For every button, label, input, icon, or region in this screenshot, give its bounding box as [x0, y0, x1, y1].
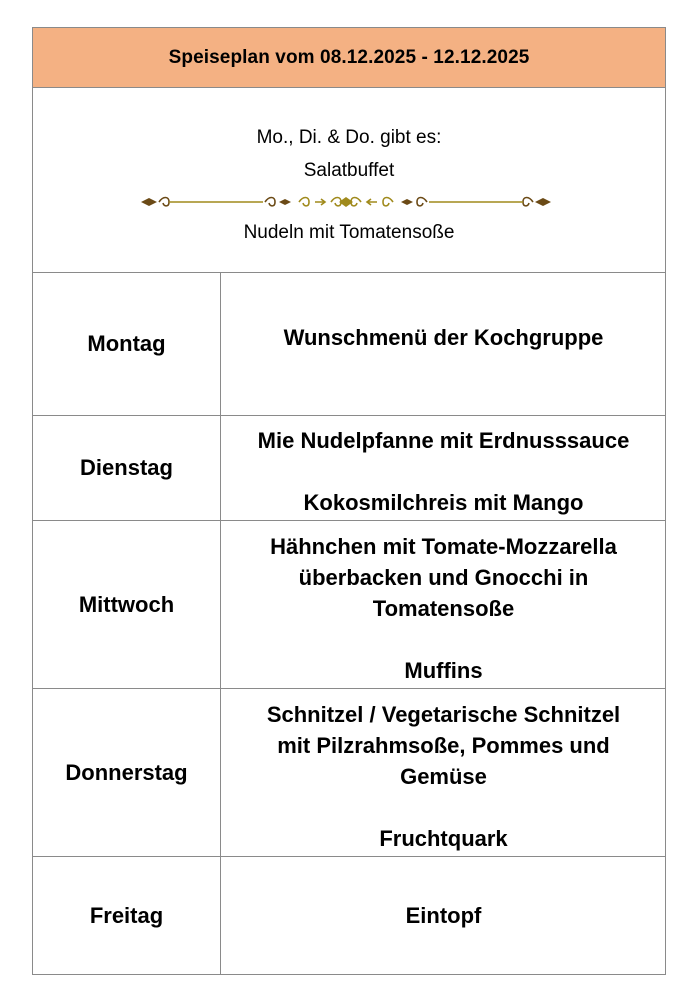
dessert: Muffins	[404, 658, 483, 683]
meal-cell	[222, 857, 665, 974]
day-name: Freitag	[89, 902, 164, 928]
meal-cell	[222, 689, 665, 856]
day-label	[33, 416, 221, 520]
meal-cell	[222, 521, 665, 688]
daily-offer-intro: Mo., Di. & Do. gibt es:	[256, 127, 442, 148]
dessert: Fruchtquark	[379, 826, 508, 851]
main-dish: Schnitzel / Vegetarische Schnitzel mit Pilzrahmsoße, Pommes und Gemüse	[266, 702, 621, 789]
daily-offer-section	[33, 88, 665, 273]
main-dish: Eintopf	[405, 903, 482, 928]
day-label	[33, 689, 221, 856]
day-label	[33, 857, 221, 974]
daily-offer-salad: Salatbuffet	[303, 160, 395, 181]
table-row	[33, 521, 665, 689]
decorative-divider-icon	[139, 191, 553, 213]
menu-title	[33, 28, 665, 88]
meal-cell	[222, 273, 665, 415]
table-row	[33, 689, 665, 857]
menu-title-text: Speiseplan vom 08.12.2025 - 12.12.2025	[168, 46, 530, 68]
dessert: Kokosmilchreis mit Mango	[303, 490, 584, 515]
day-name: Montag	[87, 331, 166, 356]
day-label	[33, 273, 221, 415]
day-name: Donnerstag	[65, 759, 188, 785]
table-row	[33, 416, 665, 521]
daily-offer-pasta: Nudeln mit Tomatensoße	[243, 222, 455, 243]
meal-cell	[222, 416, 665, 520]
main-dish: Wunschmenü der Kochgruppe	[283, 325, 604, 350]
day-label	[33, 521, 221, 688]
day-name: Mittwoch	[78, 591, 175, 617]
main-dish: Hähnchen mit Tomate-Mozzarella überbacken und Gnocchi in Tomatensoße	[270, 534, 617, 621]
day-name: Dienstag	[80, 455, 173, 480]
main-dish: Mie Nudelpfanne mit Erdnusssauce	[257, 428, 630, 453]
table-row	[33, 273, 665, 416]
menu-table	[32, 27, 666, 975]
table-row	[33, 857, 665, 974]
